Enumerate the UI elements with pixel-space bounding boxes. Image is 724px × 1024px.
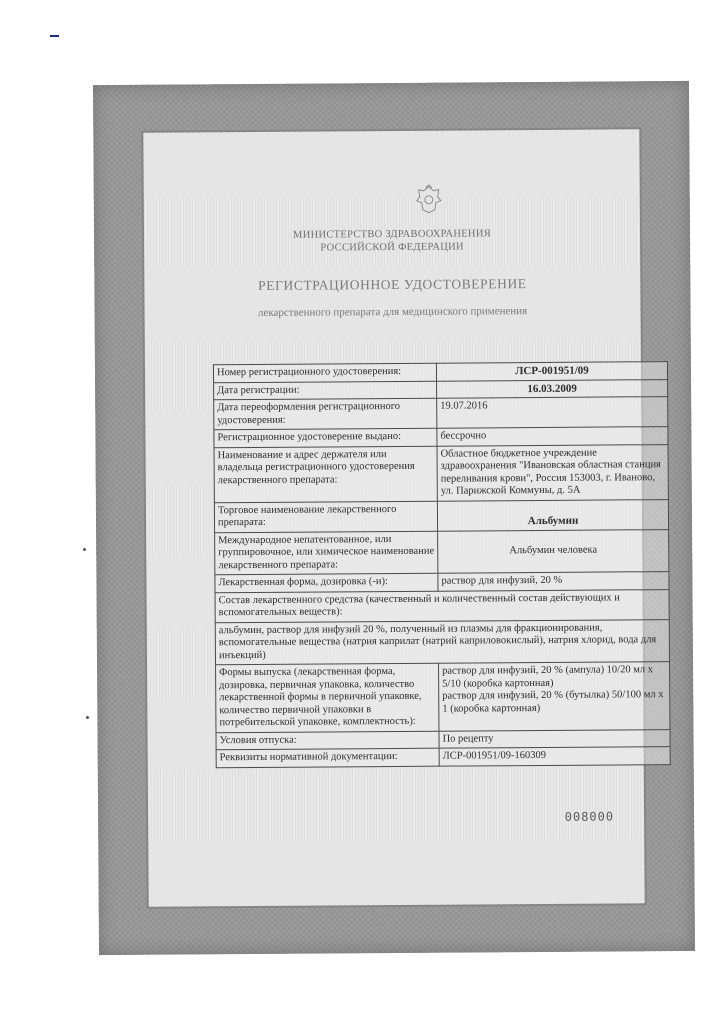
row-label: Реквизиты нормативной документации: <box>216 748 439 767</box>
row-label: Условия отпуска: <box>216 731 439 750</box>
release-form-ampoule: раствор для инфузий, 20 % (ампула) 10/20 мл x 5/10 (коробка картонная) <box>442 664 654 690</box>
trade-name: Альбумин <box>437 499 668 531</box>
inn-name: Альбумин человека <box>438 529 669 573</box>
serial-number: 008000 <box>564 809 615 824</box>
registration-table <box>213 361 671 768</box>
ministry-name-line1: МИНИСТЕРСТВО ЗДРАВООХРАНЕНИЯ <box>293 228 492 241</box>
row-label: Дата переоформления регистрационного удостоверения: <box>214 398 437 430</box>
dosage-form: раствор для инфузий, 20 % <box>438 572 669 591</box>
registration-number: ЛСР-001951/09 <box>436 362 667 381</box>
ministry-name-line2: РОССИЙСКОЙ ФЕДЕРАЦИИ <box>320 241 464 254</box>
table-row <box>215 619 669 665</box>
table-row <box>214 397 668 430</box>
table-row <box>214 499 668 532</box>
scan-mark <box>50 35 59 37</box>
certificate-sheet <box>93 81 695 955</box>
holder-name-address: Областное бюджетное учреждение здравоохранения "Ивановская областная станция переливания крови", Россия 153003, г. Иваново, ул. Парижской Коммуны, д. 5А <box>437 444 668 501</box>
release-forms-value <box>439 662 670 731</box>
registration-date: 16.03.2009 <box>437 379 668 398</box>
row-label: Дата регистрации: <box>214 381 437 400</box>
document-subtitle: лекарственного препарата для медицинского применения <box>257 305 528 319</box>
release-form-bottle: раствор для инфузий, 20 % (бутылка) 50/100 мл x 1 (коробка картонная) <box>442 689 664 715</box>
scan-speck <box>83 548 86 551</box>
table-row <box>216 662 670 733</box>
validity: бессрочно <box>437 427 668 446</box>
coat-of-arms-icon <box>416 185 442 215</box>
table-row <box>215 529 669 575</box>
row-label: Наименование и адрес держателя или владельца регистрационного удостоверения лекарственного препарата: <box>214 446 437 503</box>
table-row <box>216 747 670 768</box>
normative-value: ЛСР-001951/09-160309 <box>439 747 670 766</box>
document-title: РЕГИСТРАЦИОННОЕ УДОСТОВЕРЕНИЕ <box>258 276 527 293</box>
certificate-inner-panel <box>143 129 664 906</box>
scan-speck <box>86 716 89 719</box>
row-label: Регистрационное удостоверение выдано: <box>214 428 437 447</box>
composition-text: альбумин, раствор для инфузий 20 %, полученный из плазмы для фракционирования, вспомогательные вещества (натрия каприлат (натрий каприловокислый), натрия хлорид, вода для инъекций) <box>215 619 669 665</box>
table-row <box>215 589 669 622</box>
row-label: Международное непатентованное, или группировочное, или химическое наименование лекарственного препарата: <box>215 531 438 575</box>
row-label: Лекарственная форма, дозировка (-и): <box>215 573 438 592</box>
row-label: Торговое наименование лекарственного препарата: <box>214 501 437 533</box>
dispensing-value: По рецепту <box>439 729 670 748</box>
table-row <box>214 444 668 502</box>
composition-heading: Состав лекарственного средства (качественный и количественный состав действующих и вспомогательных веществ): <box>215 589 669 622</box>
row-label: Формы выпуска (лекарственная форма, дозировка, первичная упаковка, количество лекарственной формы в первичной упаковке, количество первичной упаковки в потребительской упаковке, комплектность): <box>216 663 439 732</box>
row-label: Номер регистрационного удостоверения: <box>213 363 436 382</box>
reissue-date: 19.07.2016 <box>437 397 668 429</box>
